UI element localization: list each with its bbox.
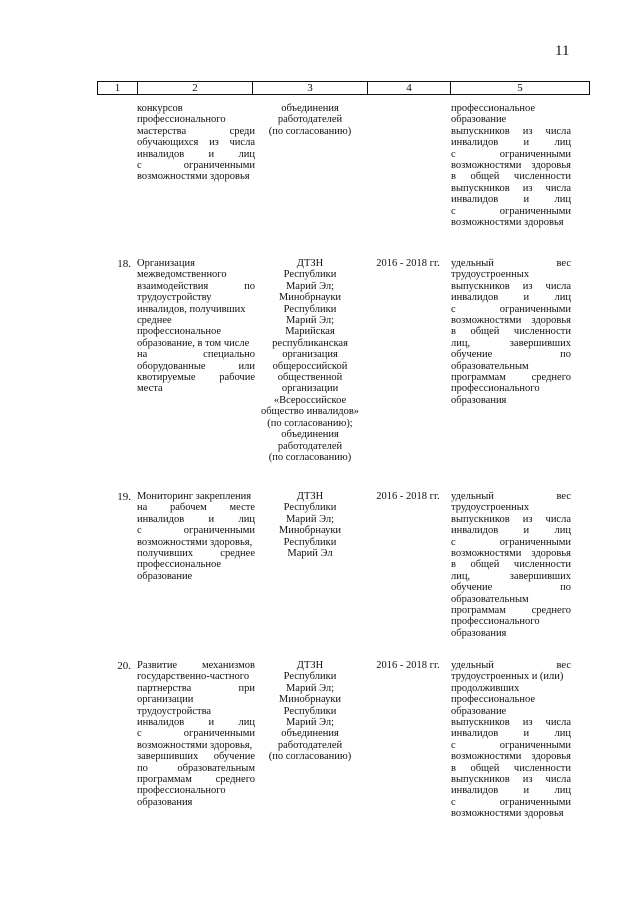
cell-line: Организация	[137, 258, 195, 269]
cell-line: Минобрнауки	[278, 292, 342, 304]
cell-line: возможностями здоровья	[451, 314, 571, 326]
cell-line: Республики	[283, 536, 337, 548]
cell-line: выпускников из числа	[451, 717, 571, 729]
cell-line: удельный вес	[451, 258, 571, 269]
cell-line: выпускников из числа	[451, 773, 571, 785]
cell-line: квотируемые рабочие	[137, 372, 255, 384]
cell-line: профессионального	[137, 114, 226, 126]
cell-line: объединения	[281, 728, 339, 740]
cell-line: трудоустроенных	[451, 502, 530, 514]
cell-line: с ограниченными	[451, 536, 571, 548]
cell-line: на рабочем месте	[137, 502, 255, 514]
cell-line: трудоустройству	[137, 292, 212, 304]
cell-line: лиц, завершивших	[451, 337, 571, 349]
measure-cell	[137, 103, 255, 183]
column-number-5: 5	[451, 82, 590, 95]
cell-line: Развитие механизмов	[137, 660, 255, 671]
cell-line: с ограниченными	[137, 159, 255, 171]
cell-line: профессионального	[137, 785, 226, 797]
cell-line: республиканская	[272, 337, 348, 349]
indicator-cell	[451, 103, 571, 228]
indicator-cell	[451, 660, 571, 820]
row-number: 19.	[117, 491, 131, 503]
cell-line: обучающихся из числа	[137, 137, 255, 149]
period-cell: 2016 - 2018 гг.	[376, 258, 440, 269]
cell-line: выпускников из числа	[451, 513, 571, 525]
cell-line: организация	[282, 349, 338, 361]
cell-line: Мониторинг закрепления	[137, 491, 252, 502]
cell-line: инвалидов и лиц	[451, 525, 571, 537]
cell-line: Республики	[283, 502, 337, 514]
period-cell: 2016 - 2018 гг.	[376, 660, 440, 671]
measure-cell	[137, 660, 255, 808]
cell-line: профессиональное	[137, 559, 222, 571]
cell-line: ДТЗН	[296, 491, 324, 502]
cell-line: Республики	[283, 671, 337, 683]
cell-line: в общей численности	[451, 171, 571, 183]
cell-line: по образовательным	[137, 762, 255, 774]
cell-line: получивших среднее	[137, 547, 255, 559]
cell-line: профессиональное	[137, 326, 222, 338]
cell-line: образование	[451, 705, 507, 717]
cell-line: на специально	[137, 349, 255, 361]
cell-line: обучение по	[451, 349, 571, 361]
cell-line: общественной	[277, 372, 343, 384]
cell-line: образовательным	[451, 593, 529, 605]
executor-cell	[252, 660, 368, 763]
column-number-1: 1	[98, 82, 138, 95]
measure-cell	[137, 491, 255, 582]
cell-line: работодателей	[277, 739, 343, 751]
cell-line: инвалидов и лиц	[451, 292, 571, 304]
cell-line: выпускников из числа	[451, 182, 571, 194]
executor-cell	[252, 491, 368, 559]
cell-line: инвалидов и лиц	[451, 785, 571, 797]
cell-line: инвалидов и лиц	[451, 194, 571, 206]
cell-line: организации	[137, 694, 194, 706]
cell-line: программам среднего	[137, 773, 255, 785]
cell-line: Марий Эл;	[285, 717, 335, 729]
cell-line: профессиональное	[451, 103, 536, 114]
indicator-cell	[451, 258, 571, 406]
cell-line: организации	[281, 383, 339, 395]
cell-line: работодателей	[277, 440, 343, 452]
cell-line: инвалидов и лиц	[451, 728, 571, 740]
cell-line: программам среднего	[451, 604, 571, 616]
cell-line: Марийская	[285, 326, 335, 338]
cell-line: образования	[137, 796, 193, 808]
cell-line: с ограниченными	[451, 148, 571, 160]
cell-line: Марий Эл;	[285, 280, 335, 292]
cell-line: возможностями здоровья	[137, 171, 250, 183]
cell-line: (по согласованию);	[267, 417, 353, 429]
column-number-2: 2	[138, 82, 253, 95]
cell-line: образования	[451, 627, 507, 639]
cell-line: общество инвалидов»	[260, 406, 360, 418]
cell-line: выпускников из числа	[451, 125, 571, 137]
cell-line: инвалидов и лиц	[137, 513, 255, 525]
cell-line: с ограниченными	[137, 525, 255, 537]
cell-line: объединения	[281, 429, 339, 441]
column-number-header	[97, 81, 590, 95]
cell-line: удельный вес	[451, 491, 571, 502]
cell-line: возможностями здоровья	[451, 808, 564, 820]
cell-line: удельный вес	[451, 660, 571, 671]
cell-line: возможностями здоровья,	[137, 536, 253, 548]
cell-line: инвалидов и лиц	[451, 137, 571, 149]
cell-line: с ограниченными	[137, 728, 255, 740]
cell-line: с ограниченными	[451, 739, 571, 751]
cell-line: в общей численности	[451, 762, 571, 774]
cell-line: завершивших обучение	[137, 751, 255, 763]
cell-line: продолживших	[451, 682, 520, 694]
cell-line: возможностями здоровья	[451, 751, 571, 763]
cell-line: образование	[137, 570, 193, 582]
cell-line: ДТЗН	[296, 258, 324, 269]
cell-line: трудоустройства	[137, 705, 212, 717]
cell-line: общероссийской	[272, 360, 348, 372]
cell-line: (по согласованию)	[268, 751, 352, 763]
column-number-4: 4	[368, 82, 451, 95]
cell-line: выпускников из числа	[451, 280, 571, 292]
cell-line: инвалидов, получивших	[137, 303, 246, 315]
cell-line: профессиональное	[451, 694, 536, 706]
cell-line: в общей численности	[451, 559, 571, 571]
cell-line: с ограниченными	[451, 303, 571, 315]
cell-line: обучение по	[451, 582, 571, 594]
cell-line: Минобрнауки	[278, 525, 342, 537]
cell-line: объединения	[281, 103, 339, 114]
cell-line: работодателей	[277, 114, 343, 126]
cell-line: возможностями здоровья	[451, 159, 571, 171]
cell-line: среднее	[137, 315, 172, 327]
cell-line: (по согласованию)	[268, 125, 352, 137]
cell-line: с ограниченными	[451, 205, 571, 217]
executor-cell	[252, 258, 368, 463]
measure-cell	[137, 258, 255, 395]
cell-line: трудоустроенных	[451, 269, 530, 281]
row-number: 20.	[117, 660, 131, 672]
cell-line: инвалидов и лиц	[137, 148, 255, 160]
cell-line: межведомственного	[137, 269, 227, 281]
cell-line: Минобрнауки	[278, 694, 342, 706]
column-number-3: 3	[253, 82, 368, 95]
cell-line: инвалидов и лиц	[137, 717, 255, 728]
cell-line: с ограниченными	[451, 796, 571, 808]
cell-line: образовательным	[451, 360, 529, 372]
cell-line: лиц, завершивших	[451, 570, 571, 582]
cell-line: (по согласованию)	[268, 451, 352, 463]
cell-line: профессионального	[451, 616, 540, 628]
cell-line: Марий Эл;	[285, 513, 335, 525]
indicator-cell	[451, 491, 571, 639]
cell-line: возможностями здоровья	[451, 547, 571, 559]
page-number: 11	[555, 43, 570, 59]
cell-line: образования	[451, 394, 507, 406]
executor-cell	[252, 103, 368, 137]
cell-line: образование	[451, 114, 507, 126]
cell-line: программам среднего	[451, 371, 571, 383]
cell-line: Марий Эл;	[285, 315, 335, 327]
period-cell: 2016 - 2018 гг.	[376, 491, 440, 502]
cell-line: «Всероссийское	[273, 394, 347, 406]
cell-line: государственно-частного	[137, 671, 250, 683]
cell-line: взаимодействия по	[137, 280, 255, 292]
cell-line: трудоустроенных и (или)	[451, 671, 564, 683]
cell-line: Республики	[283, 269, 337, 281]
row-number: 18.	[117, 258, 131, 270]
cell-line: места	[137, 383, 163, 395]
cell-line: профессионального	[451, 383, 540, 395]
cell-line: возможностями здоровья,	[137, 739, 253, 751]
cell-line: оборудованные или	[137, 360, 255, 372]
cell-line: Республики	[283, 705, 337, 717]
cell-line: партнерства при	[137, 682, 255, 694]
cell-line: Марий Эл;	[285, 682, 335, 694]
cell-line: возможностями здоровья	[451, 216, 564, 228]
cell-line: мастерства среди	[137, 125, 255, 137]
cell-line: Республики	[283, 303, 337, 315]
cell-line: образование, в том числе	[137, 337, 250, 349]
cell-line: ДТЗН	[296, 660, 324, 671]
cell-line: конкурсов	[137, 103, 183, 114]
cell-line: Марий Эл	[287, 548, 333, 560]
cell-line: в общей численности	[451, 326, 571, 338]
